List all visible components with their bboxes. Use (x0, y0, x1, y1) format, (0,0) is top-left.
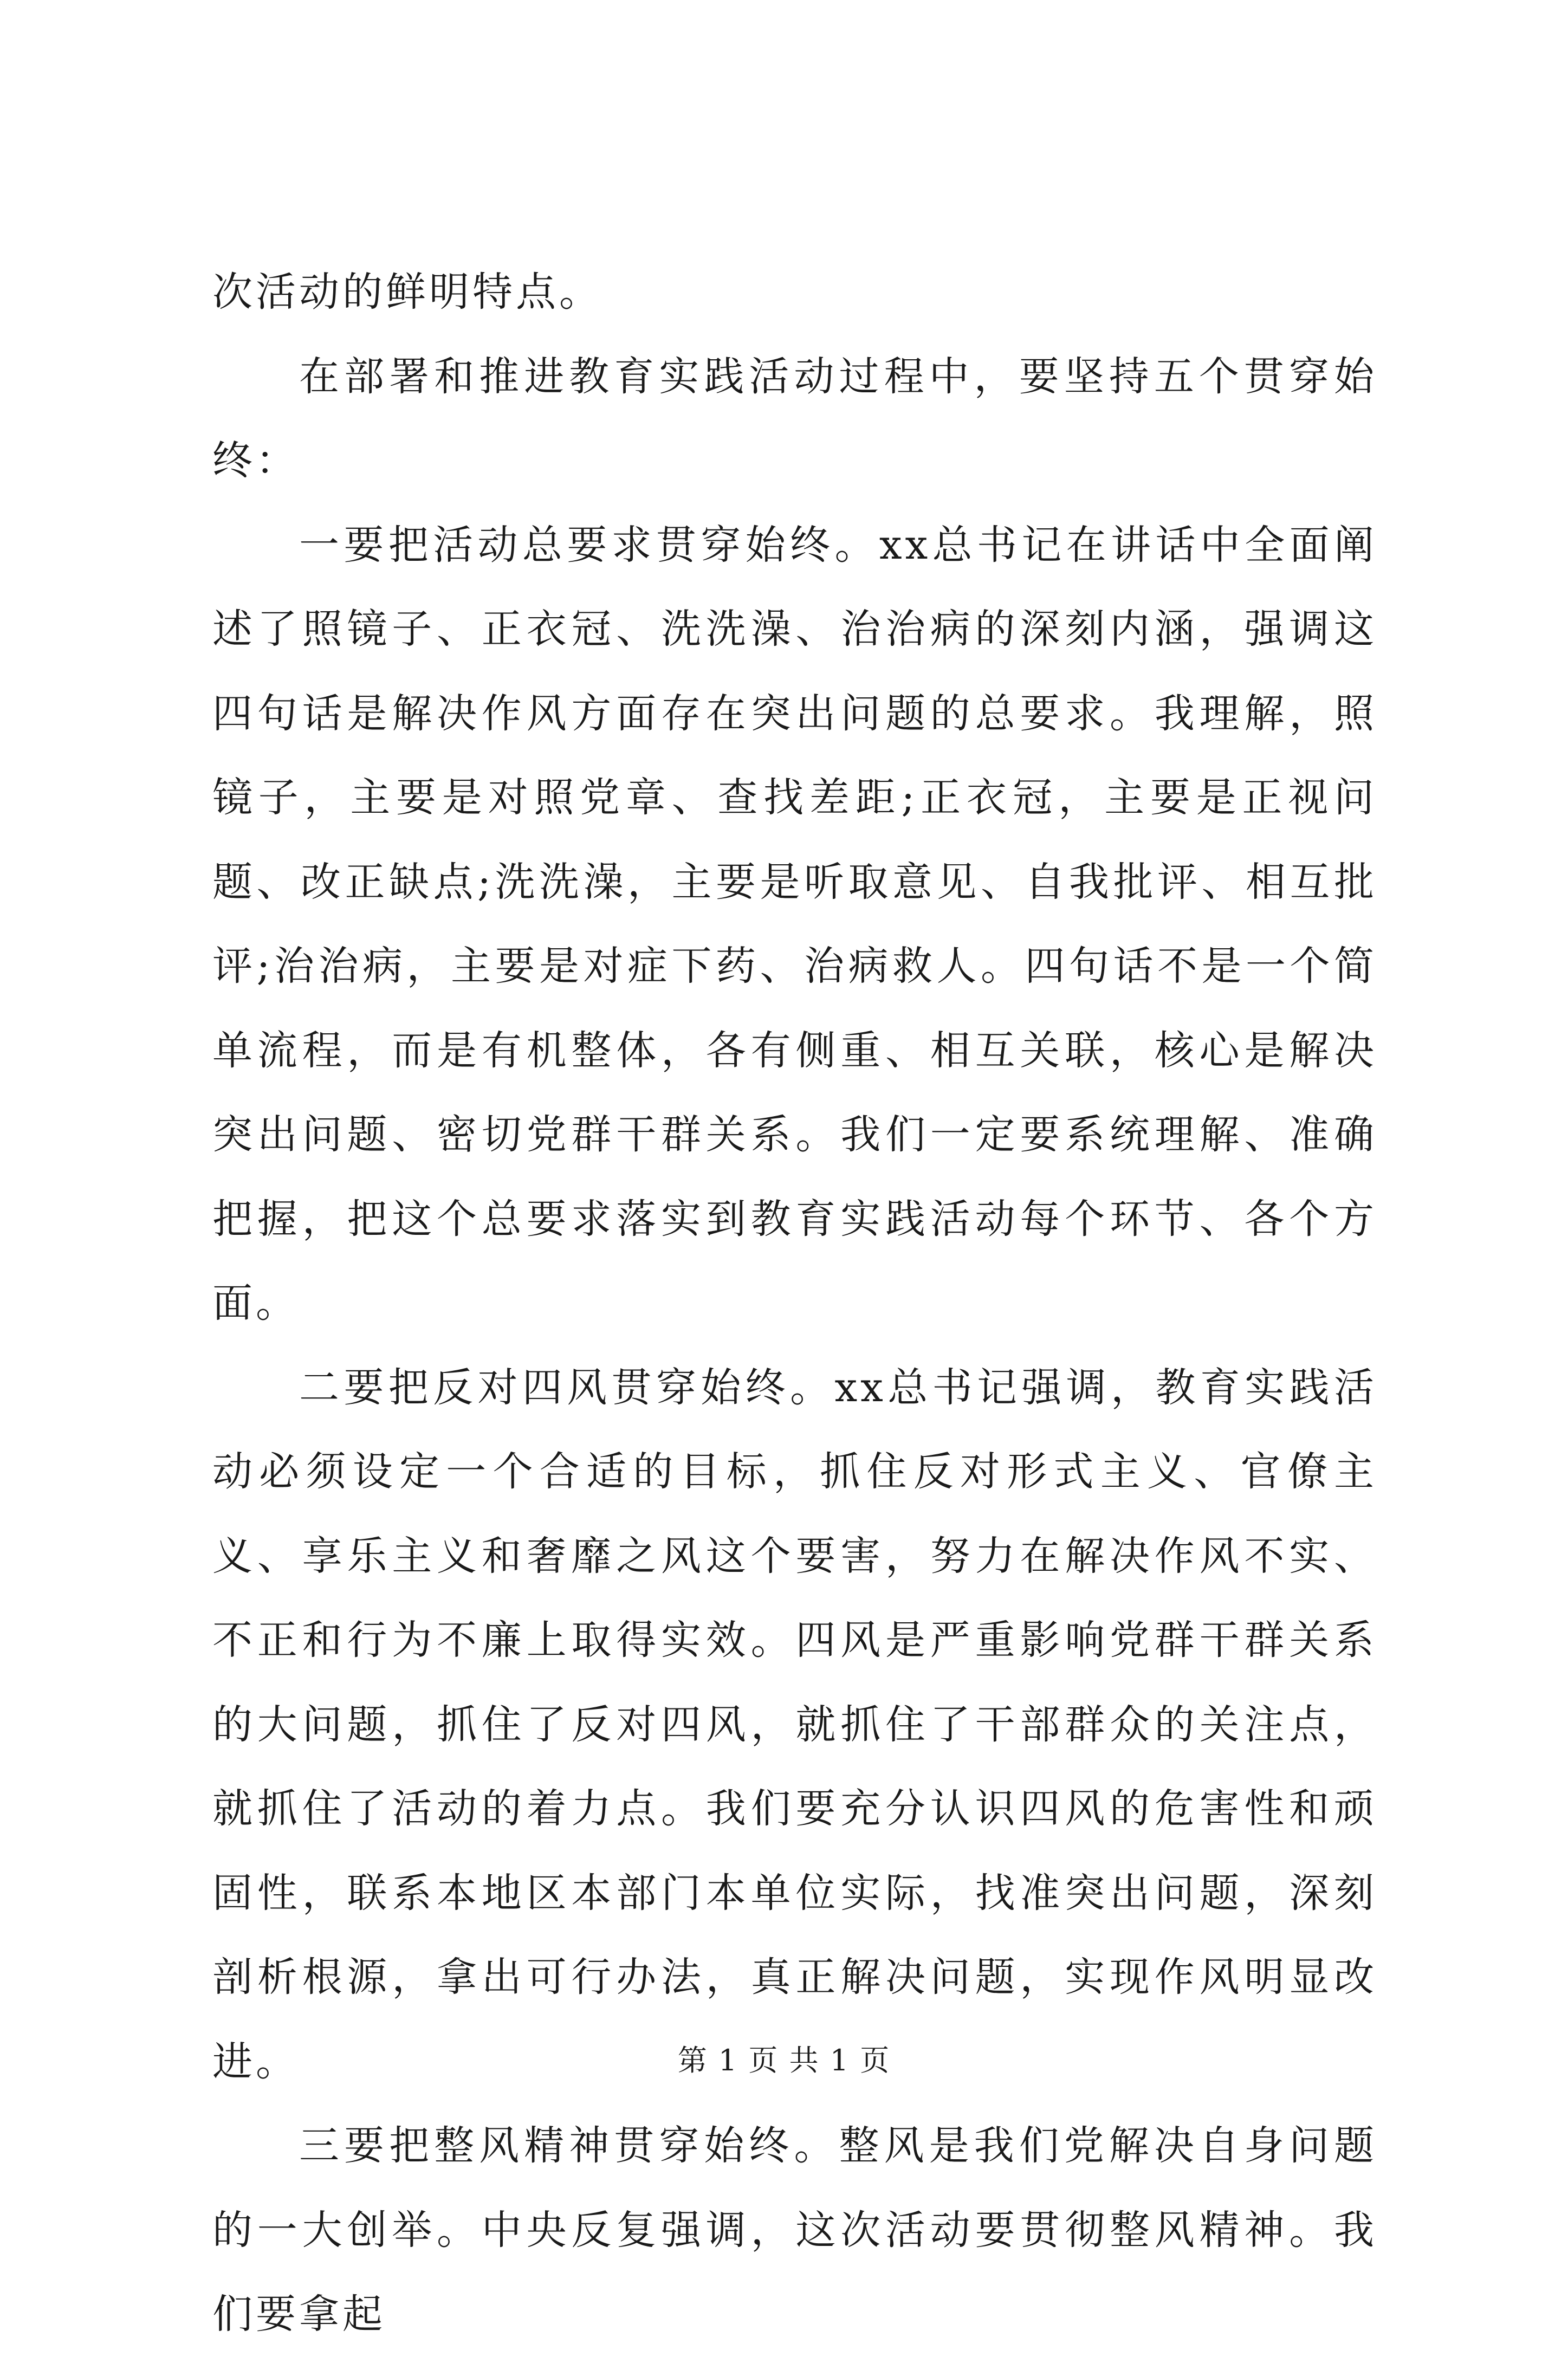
paragraph-2: 在部署和推进教育实践活动过程中，要坚持五个贯穿始终： (212, 353, 1377, 484)
paragraph-1: 次活动的鲜明特点。 (212, 269, 602, 315)
paragraph-4: 二要把反对四风贯穿始终。xx总书记强调，教育实践活动必须设定一个合适的目标，抓住反对形式主义、官僚主义、享乐主义和奢靡之风这个要害，努力在解决作风不实、不正和行为不廉上取得实效。四风是严重影响党群干群关系的大问题，抓住了反对四风，就抓住了干部群众的关注点，就抓住了活动的着力点。我们要充分认识四风的危害性和顽固性，联系本地区本部门本单位实际，找准突出问题，深刻剖析根源，拿出可行办法，真正解决问题，实现作风明显改进。 (212, 1364, 1377, 2085)
page-number-footer: 第 1 页 共 1 页 (677, 2043, 891, 2077)
paragraph-3: 一要把活动总要求贯穿始终。xx总书记在讲话中全面阐述了照镜子、正衣冠、洗洗澡、治治病的深刻内涵，强调这四句话是解决作风方面存在突出问题的总要求。我理解，照镜子，主要是对照党章、查找差距;正衣冠，主要是正视问题、改正缺点;洗洗澡，主要是听取意见、自我批评、相互批评;治治病，主要是对症下药、治病救人。四句话不是一个简单流程，而是有机整体，各有侧重、相互关联，核心是解决突出问题、密切党群干群关系。我们一定要系统理解、准确把握，把这个总要求落实到教育实践活动每个环节、各个方面。 (212, 521, 1377, 1326)
document-body (212, 250, 1377, 2357)
paragraph-5: 三要把整风精神贯穿始终。整风是我们党解决自身问题的一大创举。中央反复强调，这次活动要贯彻整风精神。我们要拿起 (212, 2122, 1377, 2337)
